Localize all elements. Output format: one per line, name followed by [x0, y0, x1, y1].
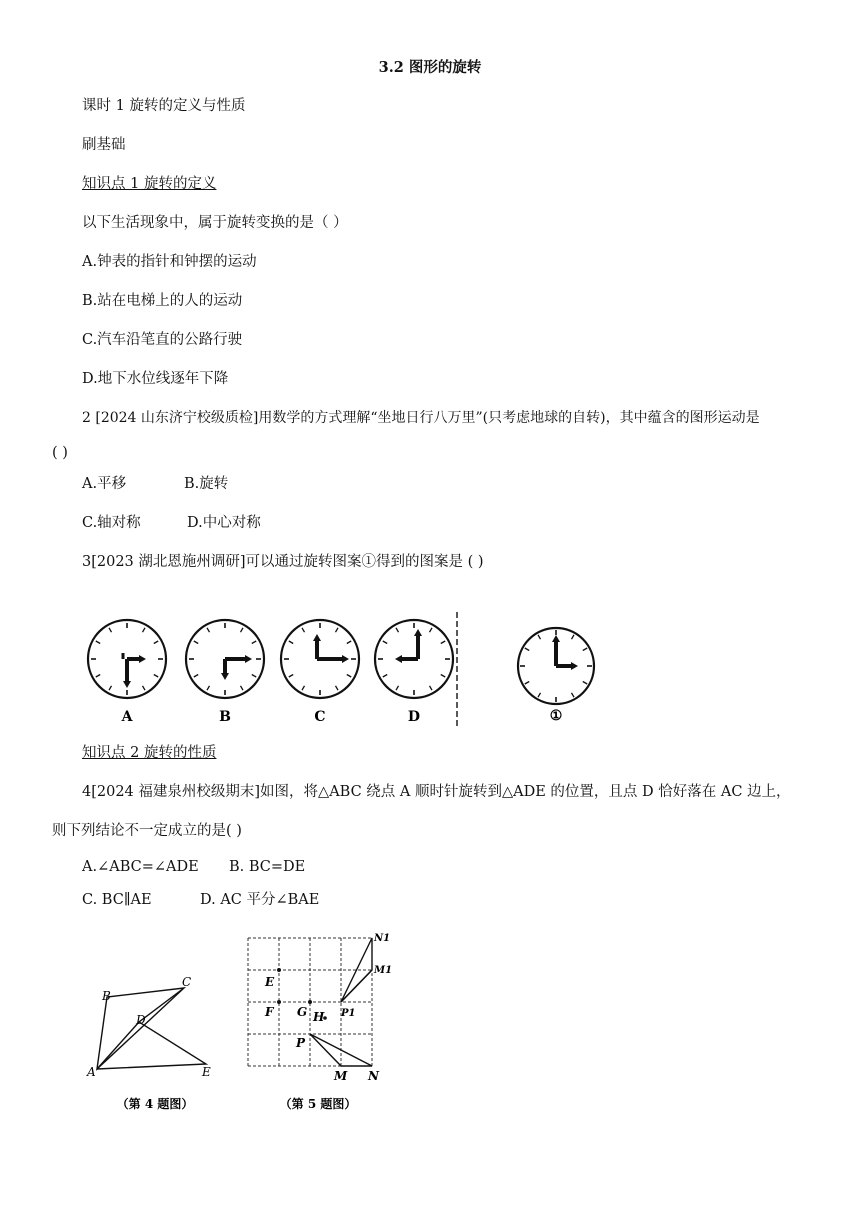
figure-4: [80, 972, 230, 1117]
q1-option-d: D.地下水位线逐年下降: [82, 371, 229, 387]
q1-option-b: B.站在电梯上的人的运动: [82, 293, 243, 309]
q2-stem-cont: ( ): [52, 445, 68, 461]
fig5-point-n: N: [368, 1069, 379, 1083]
clock-label-c: C: [314, 709, 326, 725]
fig5-point-n1: N1: [374, 933, 391, 944]
q2-option-d: D.中心对称: [187, 515, 261, 531]
clock-c: [281, 620, 359, 698]
q4-stem: 4[2024 福建泉州校级期末]如图，将△ABC 绕点 A 顺时针旋转到△ADE 的位置，且点 D 恰好落在 AC 边上，: [82, 784, 791, 800]
q2-option-c: C.轴对称: [82, 515, 141, 531]
q3-stem: 3[2023 湖北恩施州调研]可以通过旋转图案①得到的图案是 ( ): [82, 554, 484, 570]
q1-stem: 以下生活现象中，属于旋转变换的是（ ）: [82, 215, 348, 231]
fig5-point-g: G: [297, 1005, 308, 1019]
figure-5: [238, 928, 398, 1118]
clock-b: [186, 620, 264, 698]
fig4-point-e: E: [202, 1065, 211, 1079]
page-title: 3.2 图形的旋转: [378, 59, 482, 76]
q4-option-b: B. BC=DE: [229, 859, 306, 875]
knowledge-point-1: 知识点 1 旋转的定义: [82, 176, 217, 192]
q2-option-a: A.平移: [82, 476, 127, 492]
clock-d: [375, 620, 453, 698]
q2-option-b: B.旋转: [184, 476, 229, 492]
fig4-caption: （第 4 题图）: [116, 1097, 194, 1111]
fig5-point-f: F: [265, 1005, 274, 1019]
clock-label-b: B: [219, 709, 231, 725]
clock-reference: [518, 628, 594, 704]
fig5-point-p: P: [296, 1036, 306, 1050]
q2-stem: 2 [2024 山东济宁校级质检]用数学的方式理解“坐地日行八万里”(只考虑地球的自转)，其中蕴含的图形运动是: [82, 410, 760, 426]
fig5-point-e: E: [265, 975, 275, 989]
knowledge-point-2: 知识点 2 旋转的性质: [82, 745, 217, 761]
fig5-caption: （第 5 题图）: [279, 1097, 357, 1111]
section-heading: 刷基础: [82, 137, 126, 153]
clock-label-ref: ①: [549, 708, 563, 724]
clock-label-a: A: [121, 709, 133, 725]
clock-label-d: D: [407, 709, 421, 725]
fig5-point-m: M: [334, 1069, 348, 1083]
q1-option-c: C.汽车沿笔直的公路行驶: [82, 332, 243, 348]
lesson-heading: 课时 1 旋转的定义与性质: [82, 98, 246, 114]
fig4-point-d: D: [136, 1013, 146, 1027]
fig5-point-p1: P1: [341, 1008, 356, 1019]
q4-option-d: D. AC 平分∠BAE: [200, 892, 320, 908]
fig4-point-c: C: [182, 975, 192, 989]
q1-option-a: A.钟表的指针和钟摆的运动: [82, 254, 257, 270]
fig5-point-m1: M1: [374, 965, 393, 976]
fig4-point-a: A: [87, 1065, 96, 1079]
q3-clocks-figure: [80, 608, 620, 728]
fig4-point-b: B: [102, 989, 111, 1003]
q4-option-c: C. BC∥AE: [82, 892, 152, 908]
q4-stem-cont: 则下列结论不一定成立的是( ): [52, 823, 242, 839]
clock-a: [88, 620, 166, 698]
q4-option-a: A.∠ABC=∠ADE: [82, 859, 199, 875]
fig5-point-h: H: [313, 1010, 325, 1024]
